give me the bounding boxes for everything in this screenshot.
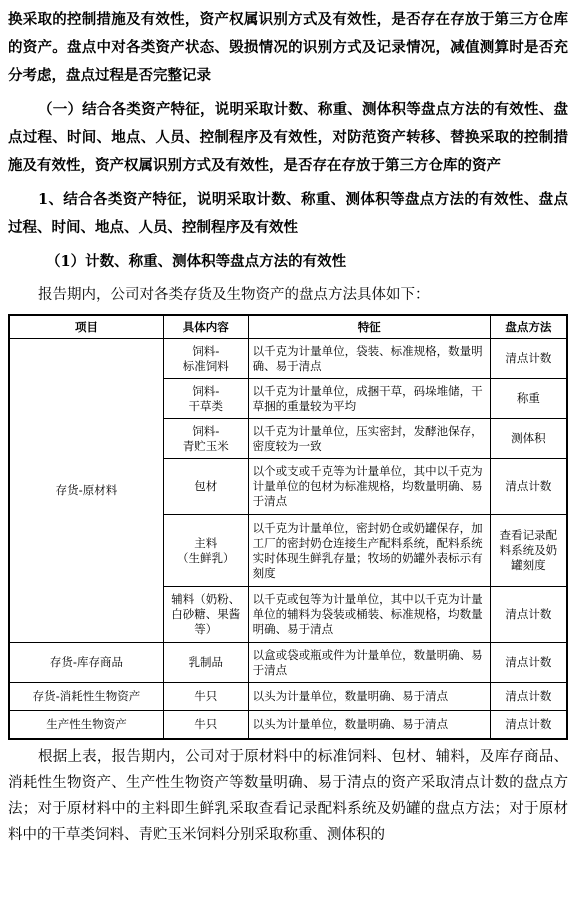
row-item-raw-materials: 存货-原材料: [9, 339, 163, 643]
row-method: 清点计数: [490, 711, 567, 739]
row-feature: 以盒或袋或瓶或件为计量单位，数量明确、易于清点: [248, 643, 490, 683]
conclusion-paragraph: 根据上表，报告期内，公司对于原材料中的标准饲料、包材、辅料，及库存商品、消耗性生物资产、生产性生物资产等数量明确、易于清点的资产采取清点计数的盘点方法；对于原材料中的主料即生鲜乳采取查看记录配料系统及奶罐的盘点方法；对于原材料中的干草类饲料、青贮玉米饲料分别采取称重、测体积的: [8, 748, 568, 843]
header-content: 具体内容: [163, 315, 248, 339]
paragraph-continued: 换采取的控制措施及有效性，资产权属识别方式及有效性，是否存在存放于第三方仓库的资产。盘点中对各类资产状态、毁损情况的识别方式及记录情况，减值测算时是否充分考虑，盘点过程是否完整记录: [8, 11, 568, 84]
row-feature: 以千克为计量单位，压实密封，发酵池保存，密度较为一致: [248, 419, 490, 459]
table-intro: 报告期内，公司对各类存货及生物资产的盘点方法具体如下：: [38, 287, 430, 303]
row-feature: 以千克为计量单位，密封奶仓或奶罐保存，加工厂的密封奶仓连接生产配料系统，配料系统实时体现生鲜乳存量；牧场的奶罐外表标示有刻度: [248, 515, 490, 587]
row-item: 生产性生物资产: [9, 711, 163, 739]
row-feature: 以千克为计量单位，成捆干草，码垛堆储，干草捆的重量较为平均: [248, 379, 490, 419]
row-content: 饲料- 干草类: [163, 379, 248, 419]
row-method: 测体积: [490, 419, 567, 459]
row-content: 饲料- 青贮玉米: [163, 419, 248, 459]
table-row: [9, 643, 567, 683]
row-feature: 以头为计量单位，数量明确、易于清点: [248, 711, 490, 739]
row-content: 饲料- 标准饲料: [163, 339, 248, 379]
row-feature: 以个或支或千克等为计量单位，其中以千克为计量单位的包材为标准规格，均数量明确、易于清点: [248, 459, 490, 515]
header-item: 项目: [9, 315, 163, 339]
row-feature: 以头为计量单位，数量明确、易于清点: [248, 683, 490, 711]
row-content: 牛只: [163, 683, 248, 711]
row-content: 包材: [163, 459, 248, 515]
row-method: 查看记录配料系统及奶罐刻度: [490, 515, 567, 587]
row-content: 乳制品: [163, 643, 248, 683]
row-item: 存货-库存商品: [9, 643, 163, 683]
row-item: 存货-消耗性生物资产: [9, 683, 163, 711]
row-feature: 以千克或包等为计量单位，其中以千克为计量单位的辅料为袋装或桶装、标准规格，均数量明确、易于清点: [248, 587, 490, 643]
row-feature: 以千克为计量单位，袋装、标准规格，数量明确、易于清点: [248, 339, 490, 379]
section-heading-1: （一）结合各类资产特征，说明采取计数、称重、测体积等盘点方法的有效性、盘点过程、时间、地点、人员、控制程序及有效性，对防范资产转移、替换采取的控制措施及有效性，资产权属识别方式及有效性，是否存在存放于第三方仓库的资产: [8, 101, 568, 174]
table-row: [9, 339, 567, 379]
section-heading-2: 1、结合各类资产特征，说明采取计数、称重、测体积等盘点方法的有效性、盘点过程、时间、地点、人员、控制程序及有效性: [8, 191, 568, 236]
row-method: 清点计数: [490, 587, 567, 643]
row-content: 主料 （生鲜乳）: [163, 515, 248, 587]
row-content: 辅料（奶粉、白砂糖、果酱等）: [163, 587, 248, 643]
header-feature: 特征: [248, 315, 490, 339]
row-method: 称重: [490, 379, 567, 419]
row-method: 清点计数: [490, 459, 567, 515]
row-method: 清点计数: [490, 683, 567, 711]
table-header-row: [9, 315, 567, 339]
header-method: 盘点方法: [490, 315, 567, 339]
document-page: [0, 6, 576, 924]
row-content: 牛只: [163, 711, 248, 739]
table-row: [9, 683, 567, 711]
row-method: 清点计数: [490, 643, 567, 683]
section-heading-3: （1）计数、称重、测体积等盘点方法的有效性: [46, 253, 347, 270]
row-method: 清点计数: [490, 339, 567, 379]
inventory-method-table: [8, 314, 568, 740]
table-row: [9, 711, 567, 739]
